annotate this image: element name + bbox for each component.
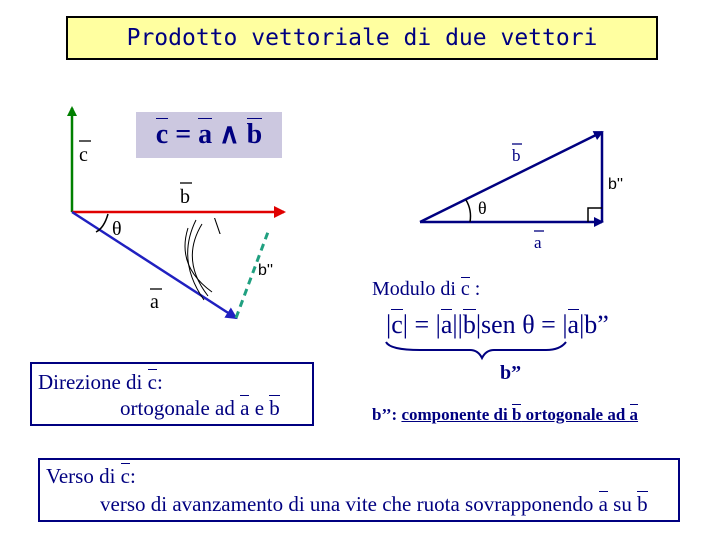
verso-sub-mid: su [607, 492, 638, 516]
mf-b: b [462, 310, 476, 339]
dir-sub-b: b [269, 396, 280, 420]
verso-sub-a: a [598, 492, 608, 516]
triangle-b-arrow [420, 132, 602, 222]
mf-1: | [386, 310, 392, 339]
component-label [372, 405, 638, 425]
formula-wedge: ∧ [219, 119, 240, 150]
theta-arc-right [466, 200, 471, 222]
dir-sub-a: a [240, 396, 250, 420]
tri-label-b: b [512, 146, 521, 165]
verso-sub-b: b [637, 492, 648, 516]
modulo-formula [386, 310, 609, 340]
mf-c: c [391, 310, 403, 339]
modulo-post: : [469, 278, 481, 300]
mf-5: = | [534, 310, 568, 339]
label-c: c [79, 144, 88, 166]
verso-box [38, 458, 680, 522]
verso-c: c [120, 464, 130, 488]
direction-title [38, 370, 163, 395]
underbrace [386, 342, 566, 358]
comp-mid2: ortogonale ad [521, 405, 630, 424]
page-title: Prodotto vettoriale di due vettori [126, 25, 598, 51]
label-a: a [150, 291, 159, 313]
comp-b: b [511, 405, 522, 424]
right-angle-mark [588, 208, 602, 222]
comp-a: a [629, 405, 639, 424]
direction-box [30, 362, 314, 426]
dir-post: : [156, 370, 163, 394]
mf-theta: θ [522, 310, 535, 339]
mf-a: a [440, 310, 453, 339]
tri-label-theta: θ [478, 198, 487, 218]
label-wedge-symbol: \ [214, 214, 221, 240]
verso-subtitle [100, 492, 648, 517]
label-b: b [180, 186, 190, 208]
verso-sub-pre: verso di avanzamento di una vite che ruota sovrapponendo [100, 492, 599, 516]
dir-sub-pre: ortogonale ad [120, 396, 241, 420]
verso-post: : [130, 464, 136, 488]
tri-label-bsec: b'' [608, 176, 624, 193]
modulo-pre: Modulo di [372, 278, 461, 300]
mf-2: | = | [402, 310, 441, 339]
mf-a2: a [567, 310, 580, 339]
formula-b: b [246, 119, 263, 150]
label-bsec-left: b'' [258, 262, 274, 279]
dir-c: c [147, 370, 157, 394]
label-theta-left: θ [112, 218, 122, 240]
comp-mid1: componente di [401, 405, 512, 424]
formula-c: c [155, 119, 169, 150]
mf-4: |sen [475, 310, 523, 339]
rotation-arc-1 [192, 224, 208, 296]
dir-pre: Direzione di [38, 370, 148, 394]
bsec-label: b” [500, 362, 522, 384]
mf-6: |b” [579, 310, 609, 339]
verso-pre: Verso di [46, 464, 121, 488]
formula-eq: = [168, 119, 199, 150]
comp-pre: b’’: [372, 405, 402, 424]
dir-sub-mid: e [249, 396, 270, 420]
verso-title [46, 464, 136, 489]
modulo-label [372, 278, 480, 301]
direction-subtitle [120, 396, 280, 421]
modulo-c: c [460, 278, 470, 300]
formula-a: a [198, 119, 213, 150]
mf-3: || [452, 310, 463, 339]
tri-label-a: a [534, 233, 542, 252]
